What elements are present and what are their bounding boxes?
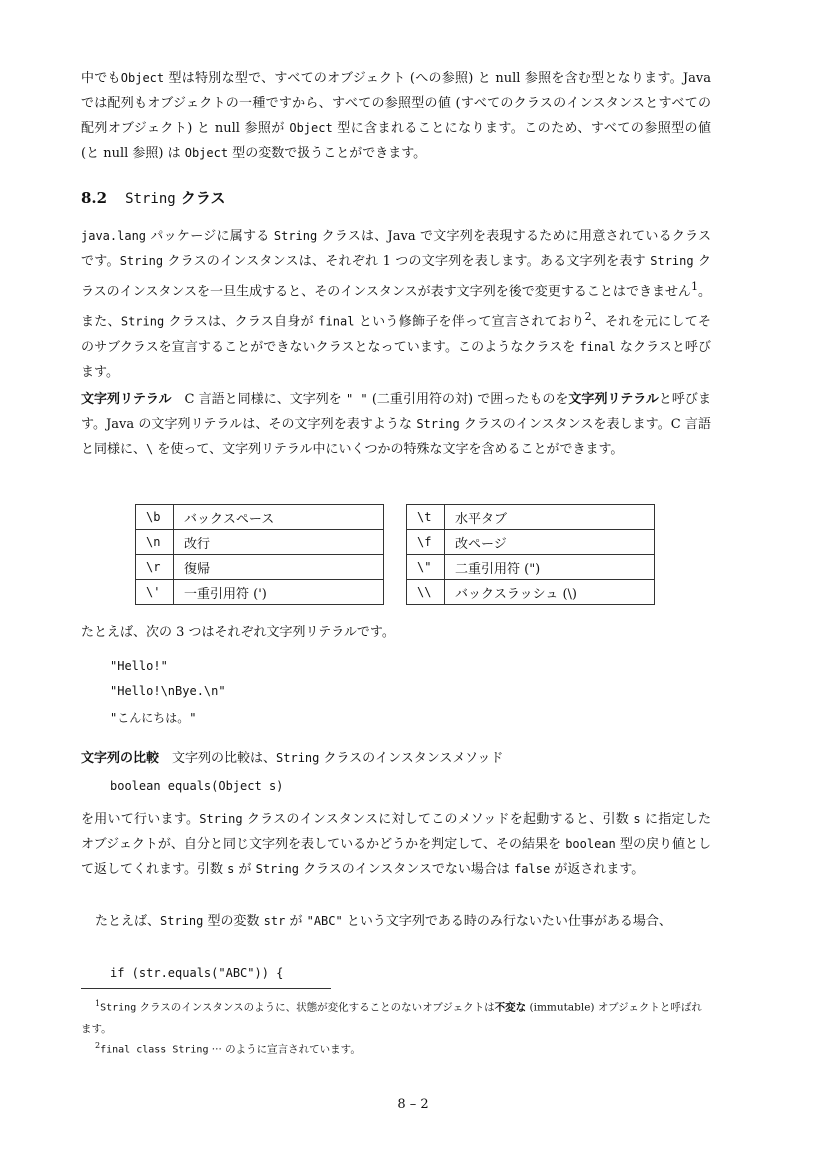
table-row: \r 復帰	[136, 555, 384, 580]
example-literal-1: "Hello!"	[110, 659, 168, 673]
table-row: \\ バックスラッシュ (\)	[407, 580, 655, 605]
compare-paragraph: を用いて行います。String クラスのインスタンスに対してこのメソッドを起動すると、引数 s に指定したオブジェクトが、自分と同じ文字列を表しているかどうかを判定して、その結果を boolean 型の戻り値として返してくれます。引数 s が String クラスのインスタンスでない場合は false が返されます。	[81, 812, 712, 877]
escape-table-right	[406, 504, 655, 605]
footnote-1: $^1$String クラスのインスタンスのように、状態が変化することのないオブジェクトは不変な (immutable) オブジェクトと呼ばれます。	[81, 999, 702, 1035]
table-row: \" 二重引用符 (")	[407, 555, 655, 580]
if-code-line: if (str.equals("ABC")) {	[110, 966, 284, 980]
equals-signature: boolean equals(Object s)	[110, 779, 284, 793]
literal-paragraph: 文字列リテラル C 言語と同様に、文字列を " " (二重引用符の対) で囲ったものを文字列リテラルと呼びます。Java の文字列リテラルは、その文字列を表すような String クラスのインスタンスを表します。C 言語と同様に、\ を使って、文字列リテラル中にいくつかの特殊な文字を含めることができます。	[81, 392, 711, 457]
example-literal-3: "こんにちは。"	[110, 711, 197, 725]
section-heading: 8.2 String クラス	[81, 189, 226, 207]
table-row: \t 水平タブ	[407, 505, 655, 530]
escape-table-left	[135, 504, 384, 605]
table-row: \b バックスペース	[136, 505, 384, 530]
footnote-2: $^2$final class String ··· のように宣言されています。	[95, 1041, 361, 1056]
table-row: \f 改ページ	[407, 530, 655, 555]
footnote-ref-1: 1	[691, 280, 698, 293]
page-number: 8 – 2	[397, 1097, 429, 1112]
intro-paragraph: 中でもObject 型は特別な型で、すべてのオブジェクト (への参照) と null 参照を含む型となります。Java では配列もオブジェクトの一種ですから、すべての参照型の値 (すべてのクラスのインスタンスとすべての配列オブジェクト) と null 参照が Object 型に含まれることになります。このため、すべての参照型の値 (と null 参照) は Object 型の変数で扱うことができます。	[81, 71, 711, 161]
example-literal-2: "Hello!\nBye.\n"	[110, 684, 226, 698]
string-class-paragraph: java.lang パッケージに属する String クラスは、Java で文字列を表現するために用意されているクラスです。String クラスのインスタンスは、それぞれ 1 つの文字列を表します。ある文字列を表す String クラスのインスタンスを一旦生成すると、そのインスタンスが表す文字列を後で変更することはできません$^1$。また、String クラスは、クラス自身が final という修飾子を伴って宣言されており$^2$、それを元にしてそのサブクラスを宣言することができないクラスとなっています。このようなクラスを final なクラスと呼びます。	[81, 229, 711, 380]
table-row: \' 一重引用符 (')	[136, 580, 384, 605]
example-intro: たとえば、次の 3 つはそれぞれ文字列リテラルです。	[81, 625, 395, 640]
example-paragraph: たとえば、String 型の変数 str が "ABC" という文字列である時のみ行ないたい仕事がある場合、	[95, 914, 672, 929]
footnote-ref-2: 2	[584, 310, 592, 324]
compare-heading-line: 文字列の比較 文字列の比較は、String クラスのインスタンスメソッド	[81, 751, 504, 766]
footnote-divider	[81, 988, 331, 989]
table-row: \n 改行	[136, 530, 384, 555]
